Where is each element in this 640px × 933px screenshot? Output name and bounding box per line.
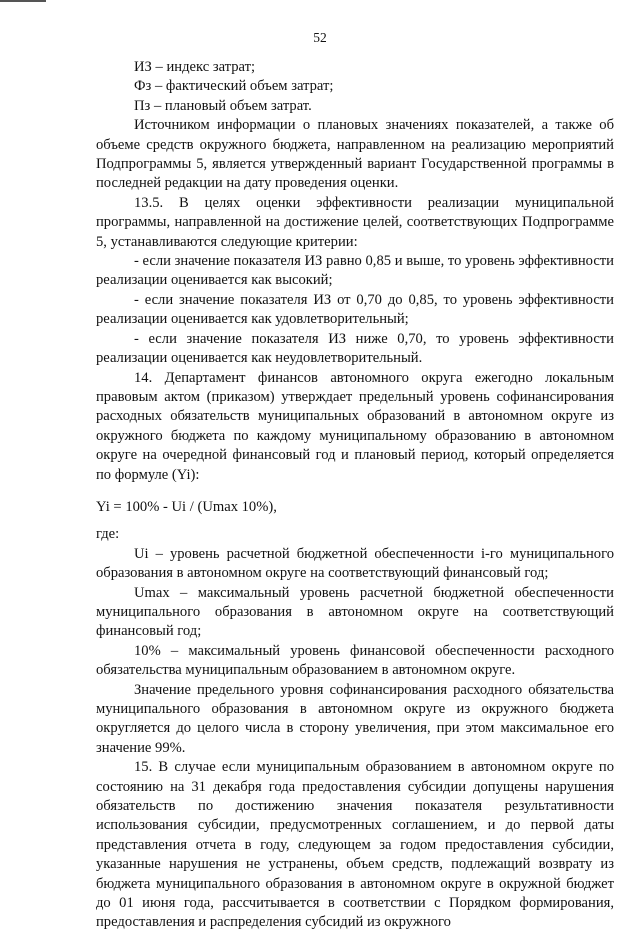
definition-umax: Umax – максимальный уровень расчетной бюджетной обеспеченности муниципального образования в автономном округе на соответствующий финансовый год; (96, 584, 614, 640)
criterion-satisfactory: - если значение показателя ИЗ от 0,70 до 0,85, то уровень эффективности реализации оценивается как удовлетворительный; (96, 291, 614, 328)
criterion-unsatisfactory: - если значение показателя ИЗ ниже 0,70, то уровень эффективности реализации оценивается как неудовлетворительный. (96, 330, 614, 367)
definition-ui: Ui – уровень расчетной бюджетной обеспеченности i-го муниципального образования в автономном округе на соответствующий финансовый год; (96, 545, 614, 582)
document-body (96, 58, 614, 933)
page-number: 52 (313, 30, 327, 45)
paragraph-14: 14. Департамент финансов автономного округа ежегодно локальным правовым актом (приказом) утверждает предельный уровень софинансирования расходных обязательств муниципальных образований в автономном округе из окружного бюджета по каждому муниципальному образованию в автономном округе на очередной финансовый год и плановый период, который определяется по формуле (Yi): (96, 369, 614, 483)
criterion-high: - если значение показателя ИЗ равно 0,85 и выше, то уровень эффективности реализации оценивается как высокий; (96, 253, 614, 289)
definition-fz: Фз – фактический объем затрат; (134, 78, 334, 95)
definition-10-percent: 10% – максимальный уровень финансовой обеспеченности расходного обязательства муниципальным образованием в автономном округе. (96, 642, 614, 679)
where-label: где: (96, 526, 120, 543)
paragraph-limit-value: Значение предельного уровня софинансирования расходного обязательства муниципального образования в автономном округе из окружного бюджета округляется до целого числа в сторону увеличения, при этом максимальное его значение 99%. (96, 681, 614, 756)
definition-pz: Пз – плановый объем затрат. (134, 97, 312, 114)
formula-yi: Yi = 100% - Ui / (Umax 10%), (96, 498, 277, 515)
paragraph-15: 15. В случае если муниципальным образованием в автономном округе по состоянию на 31 декабря года предоставления субсидии допущены нарушения обязательств по достижению значения показателя результативности использования субсидии, предусмотренных соглашением, и до первой даты представления отчета в году, следующем за годом предоставления субсидии, указанные нарушения не устранены, объем средств, подлежащий возврату из бюджета муниципального образования в автономном округе в окружной бюджет до 01 июня года, рассчитывается в соответствии с Порядком формирования, предоставления и распределения субсидий из окружного (96, 759, 614, 931)
definition-iz: ИЗ – индекс затрат; (134, 59, 256, 75)
scan-edge-mark (0, 0, 46, 2)
paragraph-13-5: 13.5. В целях оценки эффективности реализации муниципальной программы, направленной на достижение целей, соответствующих Подпрограмме 5, устанавливаются следующие критерии: (96, 194, 614, 250)
paragraph-info-source: Источником информации о плановых значениях показателей, а также об объеме средств окружного бюджета, направленном на реализацию мероприятий Подпрограммы 5, является утвержденный вариант Государственной программы в последней редакции на дату проведения оценки. (96, 117, 614, 192)
